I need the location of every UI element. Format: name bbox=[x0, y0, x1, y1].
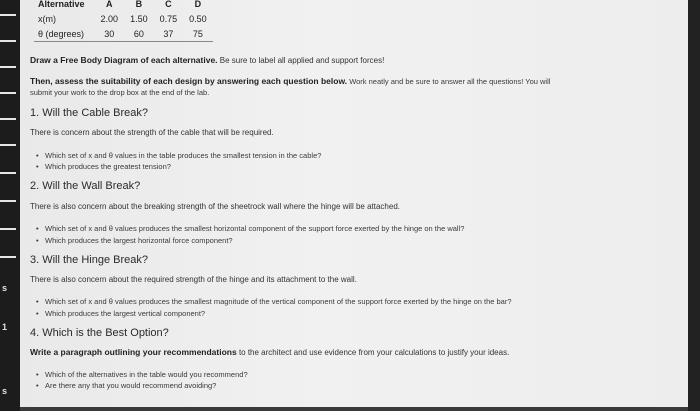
alternatives-table bbox=[34, 0, 213, 42]
table-cell: 2.00 bbox=[100, 13, 119, 24]
table-header-cell: C bbox=[165, 0, 172, 9]
edge-glyph: 1 bbox=[2, 322, 8, 332]
left-window-edge bbox=[0, 0, 20, 411]
table-header-cell: D bbox=[194, 0, 202, 9]
edge-mark bbox=[0, 92, 16, 94]
edge-mark bbox=[0, 40, 16, 42]
table-cell: 1.50 bbox=[130, 13, 148, 24]
section-heading: 4. Which is the Best Option? bbox=[30, 327, 169, 339]
fbd-instruction-rest: Be sure to label all applied and support forces! bbox=[217, 56, 385, 65]
edge-mark bbox=[0, 144, 16, 146]
question-bullet: • Which set of x and θ values produces the smallest horizontal component of the support force exerted by the hinge on the wall? bbox=[36, 224, 464, 233]
assess-instruction-rest: Work neatly and be sure to answer all the questions! You will bbox=[347, 77, 551, 86]
question-bullet: • Which of the alternatives in the table would you recommend? bbox=[36, 370, 248, 379]
section-heading: 3. Will the Hinge Break? bbox=[30, 254, 148, 266]
edge-glyph: s bbox=[2, 283, 8, 293]
section-description: There is also concern about the breaking strength of the sheetrock wall where the hinge will be attached. bbox=[30, 202, 400, 211]
assess-instruction-line2: submit your work to the drop box at the end of the lab. bbox=[30, 88, 210, 97]
edge-mark bbox=[0, 228, 16, 230]
section-heading: 1. Will the Cable Break? bbox=[30, 107, 148, 119]
document-page bbox=[20, 0, 688, 411]
question-bullet: • Which set of x and θ values produces the smallest magnitude of the vertical component of the support force exerted by the hinge on the bar? bbox=[36, 297, 512, 306]
edge-mark bbox=[0, 172, 16, 174]
section-description-rest: to the architect and use evidence from your calculations to justify your ideas. bbox=[236, 348, 510, 357]
edge-mark bbox=[0, 256, 16, 258]
table-row bbox=[34, 11, 213, 26]
edge-glyph: s bbox=[2, 386, 8, 396]
edge-mark bbox=[0, 118, 16, 120]
table-cell: 60 bbox=[124, 26, 154, 42]
table-header-row bbox=[34, 0, 213, 11]
bottom-edge bbox=[20, 407, 688, 411]
edge-mark bbox=[0, 66, 16, 68]
section-description-bold: Write a paragraph outlining your recommendations bbox=[30, 347, 237, 357]
table-cell: x(m) bbox=[38, 13, 56, 24]
section-description: There is also concern about the required strength of the hinge and its attachment to the wall. bbox=[30, 275, 357, 284]
section-description bbox=[30, 347, 509, 357]
table-header-cell: A bbox=[106, 0, 113, 9]
table-header-cell: Alternative bbox=[38, 0, 85, 9]
edge-mark bbox=[0, 200, 16, 202]
edge-mark bbox=[0, 14, 16, 16]
table-header-cell: B bbox=[135, 0, 143, 9]
table-cell: 75 bbox=[183, 26, 213, 42]
fbd-instruction bbox=[30, 55, 384, 65]
question-bullet: • Which produces the greatest tension? bbox=[36, 162, 171, 171]
table-row bbox=[34, 26, 213, 42]
table-cell: 0.75 bbox=[159, 13, 178, 24]
table-cell: 37 bbox=[154, 26, 184, 42]
table-cell: 30 bbox=[95, 26, 125, 42]
assess-instruction-bold: Then, assess the suitability of each design by answering each question below. bbox=[30, 76, 348, 86]
question-bullet: • Which produces the largest horizontal force component? bbox=[36, 236, 233, 245]
question-bullet: • Which set of x and θ values in the table produces the smallest tension in the cable? bbox=[36, 151, 321, 160]
fbd-instruction-bold: Draw a Free Body Diagram of each alternative. bbox=[30, 55, 218, 65]
question-bullet: • Are there any that you would recommend avoiding? bbox=[36, 381, 216, 390]
section-heading: 2. Will the Wall Break? bbox=[30, 180, 141, 192]
section-description: There is concern about the strength of the cable that will be required. bbox=[30, 128, 274, 137]
question-bullet: • Which produces the largest vertical component? bbox=[36, 309, 205, 318]
table-cell: θ (degrees) bbox=[34, 26, 95, 42]
table-cell: 0.50 bbox=[189, 13, 207, 24]
assess-instruction bbox=[30, 76, 550, 86]
right-window-edge bbox=[688, 0, 700, 411]
